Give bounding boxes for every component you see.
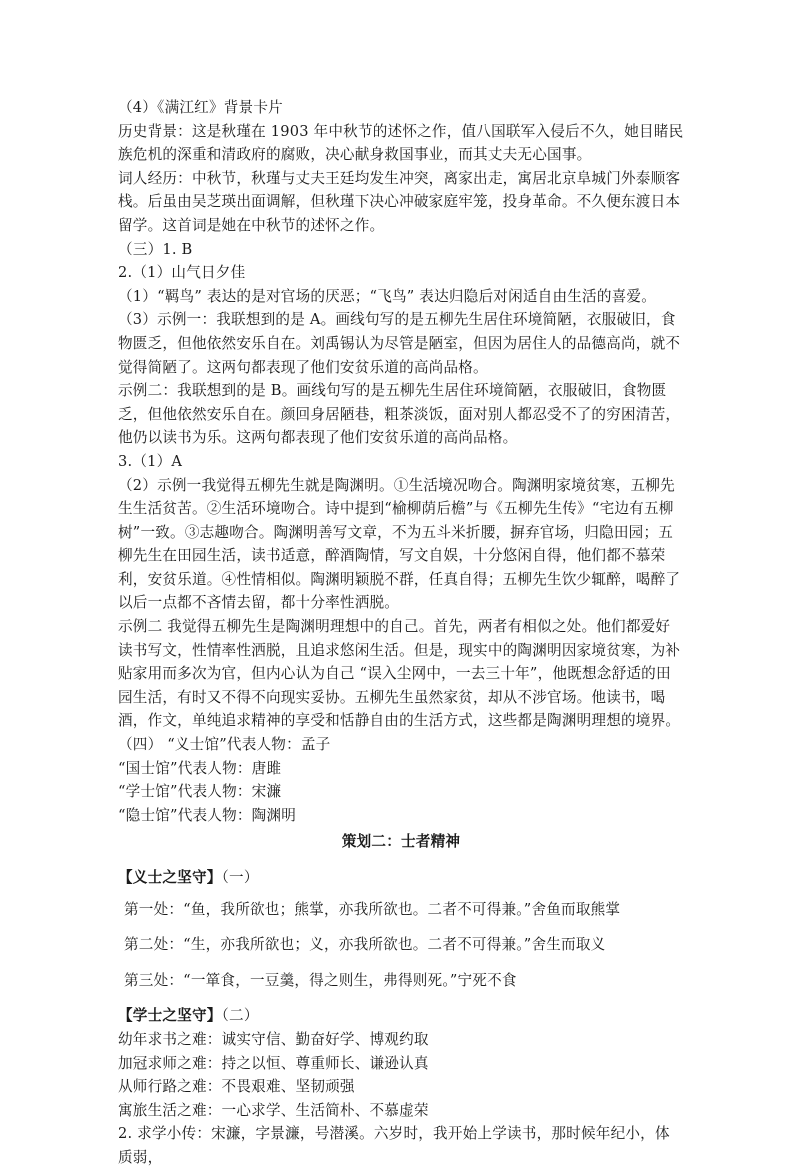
xueshi-item: 幼年求书之难：诚实守信、勤奋好学、博观约取 [118,1030,429,1048]
document-body [118,96,684,1170]
xueshi-heading [118,1004,684,1028]
text-line: 2.（1）山气日夕佳 [118,264,246,282]
yishi-item: 第三处：“一箪食，一豆羹，得之则生，弗得则死。”宁死不食 [124,971,517,989]
text-line: （3）示例一：我联想到的是 A。画线句写的是五柳先生居住环境简陋，衣服破旧，食物匮乏，但他依然安乐自在。刘禹锡认为尽管是陋室，但因为居住人的品德高尚，就不觉得简陋了。这两句都表现了他们安贫乐道的高尚品格。 [118,311,681,376]
section-title: 策划二：士者精神 [341,833,461,851]
yishi-heading-suffix: （一） [221,869,259,886]
text-line: “学士馆”代表人物：宋濂 [118,783,282,801]
yishi-heading-label: 【义士之坚守】 [118,869,222,886]
yishi-heading [118,866,684,890]
xueshi-item: 加冠求师之难：持之以恒、尊重师长、谦逊认真 [118,1054,429,1072]
xueshi-heading-suffix: （二） [221,1007,259,1025]
text-line: 3.（1）A [118,452,183,470]
text-line: “国士馆”代表人物：唐雎 [118,759,282,777]
text-line: （4）《满江红》背景卡片 [118,99,283,116]
text-line: 示例二：我联想到的是 B。画线句写的是五柳先生居住环境简陋，衣服破旧，食物匮乏，但他依然安乐自在。颜回身居陋巷，粗茶淡饭，面对别人都忍受不了的穷困清苦，他仍以读书为乐。这两句都表现了他们安贫乐道的高尚品格。 [118,382,681,447]
text-line: （1）“羁鸟” 表达的是对官场的厌恶；“飞鸟” 表达归隐后对闲适自由生活的喜爱。 [118,287,657,305]
text-line: 示例二 我觉得五柳先生是陶渊明理想中的自己。首先，两者有相似之处。他们都爱好读书写文，性情率性洒脱，且追求悠闲生活。但是，现实中的陶渊明因家境贫寒，为补贴家用而多次为官，但内心认为自己 “误入尘网中，一去三十年”，他既想念舒适的田园生活，有时又不得不向现实妥协。五柳先生虽然家贫，却从不涉官场。他读书，喝酒，作文，单纯追求精神的享受和恬静自由的生活方式，这些都是陶渊明理想的境界。 [118,618,681,730]
text-line: （四） “义士馆”代表人物：孟子 [118,736,331,754]
yishi-item: 第二处：“生，亦我所欲也；义，亦我所欲也。二者不可得兼。”舍生而取义 [124,936,606,954]
xueshi-item: 寓旅生活之难：一心求学、生活简朴、不慕虚荣 [118,1101,429,1119]
text-line: 历史背景：这是秋瑾在 1903 年中秋节的述怀之作，值八国联军入侵后不久，她目睹民族危机的深重和清政府的腐败，决心献身救国事业，而其丈夫无心国事。 [118,122,684,164]
text-line: （2）示例一我觉得五柳先生就是陶渊明。①生活境况吻合。陶渊明家境贫寒，五柳先生生活贫苦。②生活环境吻合。诗中提到“榆柳荫后檐”与《五柳先生传》“宅边有五柳树”一致。③志趣吻合。陶渊明善写文章，不为五斗米折腰，摒弃官场，归隐田园；五柳先生在田园生活，读书适意，醉酒陶情，写文自娱，十分悠闲自得，他们都不慕荣利，安贫乐道。④性情相似。陶渊明颖脱不群，任真自得；五柳先生饮少辄醉，喝醉了以后一点都不吝情去留，都十分率性洒脱。 [118,476,681,612]
text-line: 词人经历：中秋节，秋瑾与丈夫王廷均发生冲突，离家出走，寓居北京阜城门外泰顺客栈。后虽由吴芝瑛出面调解，但秋瑾下决心冲破家庭牢笼，投身革命。不久便东渡日本留学。这首词是她在中秋节的述怀之作。 [118,169,681,234]
yishi-item: 第一处：“鱼，我所欲也；熊掌，亦我所欲也。二者不可得兼。”舍鱼而取熊掌 [124,900,621,918]
text-line: “隐士馆”代表人物：陶渊明 [118,806,297,824]
text-line: （三）1. B [118,240,193,258]
xueshi-heading-label: 【学士之坚守】 [118,1007,222,1025]
xueshi-item: 从师行路之难：不畏艰难、坚韧顽强 [118,1078,355,1096]
xueshi-item: 2. 求学小传：宋濂，字景濂，号潜溪。六岁时，我开始上学读书，那时候年纪小，体质弱， [118,1125,670,1166]
